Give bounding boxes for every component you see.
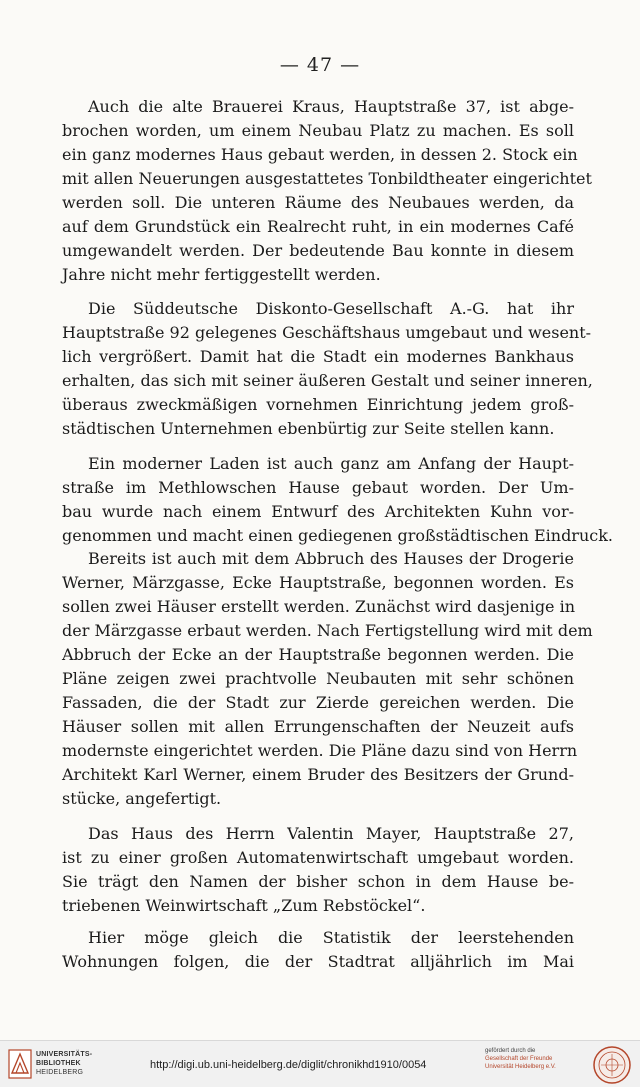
text-line: genommen und macht einen gediegenen großstädtischen Eindruck. xyxy=(62,526,613,545)
library-name-line: HEIDELBERG xyxy=(36,1069,84,1076)
text-line: Hier möge gleich die Statistik der leerstehenden xyxy=(88,928,574,947)
viewer-footer xyxy=(0,1040,640,1087)
text-line: straße im Methlowschen Hause gebaut worden. Der Um- xyxy=(62,478,574,497)
text-line: Fassaden, die der Stadt zur Zierde gereichen werden. Die xyxy=(62,693,574,712)
text-line: Bereits ist auch mit dem Abbruch des Hauses der Drogerie xyxy=(88,549,574,568)
text-line: Die Süddeutsche Diskonto-Gesellschaft A.-G. hat ihr xyxy=(88,299,574,318)
text-line: städtischen Unternehmen ebenbürtig zur Seite stellen kann. xyxy=(62,419,555,438)
page-number: — 47 — xyxy=(279,54,361,76)
text-line: Häuser sollen mit allen Errungenschaften der Neuzeit aufs xyxy=(62,717,574,736)
text-line: lich vergrößert. Damit hat die Stadt ein modernes Bankhaus xyxy=(62,347,574,366)
text-line: Das Haus des Herrn Valentin Mayer, Hauptstraße 27, xyxy=(88,824,574,843)
university-seal-icon xyxy=(592,1045,632,1085)
text-line: sollen zwei Häuser erstellt werden. Zunächst wird dasjenige in xyxy=(62,597,576,616)
library-name xyxy=(36,1050,92,1077)
text-line: Werner, Märzgasse, Ecke Hauptstraße, begonnen worden. Es xyxy=(62,573,574,592)
text-line: Pläne zeigen zwei prachtvolle Neubauten mit sehr schönen xyxy=(62,669,574,688)
text-line: triebenen Weinwirtschaft „Zum Rebstöckel“. xyxy=(62,896,426,915)
text-line: Abbruch der Ecke an der Hauptstraße begonnen werden. Die xyxy=(62,645,574,664)
ub-heidelberg-logo-icon xyxy=(8,1049,32,1079)
text-line: überaus zweckmäßigen vornehmen Einrichtung jedem groß- xyxy=(62,395,574,414)
text-line: auf dem Grundstück ein Realrecht ruht, in ein modernes Café xyxy=(62,217,574,236)
text-line: mit allen Neuerungen ausgestattetes Tonbildtheater eingerichtet xyxy=(62,169,592,188)
text-line: Sie trägt den Namen der bisher schon in dem Hause be- xyxy=(62,872,574,891)
text-line: Jahre nicht mehr fertiggestellt werden. xyxy=(62,265,381,284)
text-line: Hauptstraße 92 gelegenes Geschäftshaus umgebaut und wesent- xyxy=(62,323,592,342)
sponsor-note xyxy=(485,1047,585,1071)
sponsor-org: Gesellschaft der Freunde xyxy=(485,1056,553,1062)
text-line: Auch die alte Brauerei Kraus, Hauptstraße 37, ist abge- xyxy=(88,97,574,116)
permalink-url[interactable]: http://digi.ub.uni-heidelberg.de/diglit/chronikhd1910/0054 xyxy=(150,1059,427,1071)
library-name-line: BIBLIOTHEK xyxy=(36,1060,81,1067)
sponsor-org: Universität Heidelberg e.V. xyxy=(485,1064,556,1070)
text-line: Wohnungen folgen, die der Stadtrat alljährlich im Mai xyxy=(62,952,574,971)
text-line: erhalten, das sich mit seiner äußeren Gestalt und seiner inneren, xyxy=(62,371,593,390)
text-line: ein ganz modernes Haus gebaut werden, in dessen 2. Stock ein xyxy=(62,145,578,164)
text-line: der Märzgasse erbaut werden. Nach Fertigstellung wird mit dem xyxy=(62,621,593,640)
text-line: umgewandelt werden. Der bedeutende Bau konnte in diesem xyxy=(62,241,574,260)
sponsor-line: gefördert durch die xyxy=(485,1048,536,1054)
text-line: brochen worden, um einem Neubau Platz zu machen. Es soll xyxy=(62,121,574,140)
library-name-line: UNIVERSITÄTS- xyxy=(36,1051,93,1058)
text-line: Architekt Karl Werner, einem Bruder des Besitzers der Grund- xyxy=(62,765,574,784)
text-line: bau wurde nach einem Entwurf des Architekten Kuhn vor- xyxy=(62,502,574,521)
text-line: stücke, angefertigt. xyxy=(62,789,222,808)
text-line: ist zu einer großen Automatenwirtschaft umgebaut worden. xyxy=(62,848,574,867)
text-line: Ein moderner Laden ist auch ganz am Anfang der Haupt- xyxy=(88,454,574,473)
text-line: modernste eingerichtet werden. Die Pläne dazu sind von Herrn xyxy=(62,741,578,760)
text-line: werden soll. Die unteren Räume des Neubaues werden, da xyxy=(62,193,574,212)
